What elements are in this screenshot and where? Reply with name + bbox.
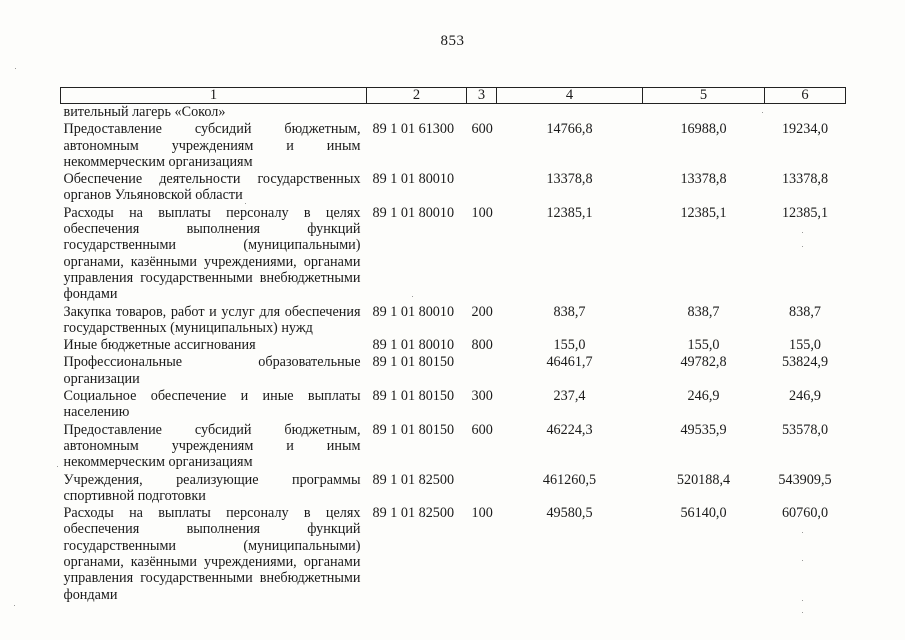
- table-row: [61, 204, 846, 303]
- row-value-col6: 155,0: [789, 337, 821, 354]
- row-value-col4: 155,0: [553, 337, 586, 354]
- row-value-col4: 14766,8: [546, 121, 593, 138]
- row-name-cell: Иные бюджетные ассигнования: [63, 337, 256, 354]
- row-type-cell: [467, 170, 497, 204]
- row-value-col6: 838,7: [789, 303, 821, 320]
- scan-speck: [762, 112, 763, 113]
- column-header: 4: [497, 88, 643, 104]
- row-value-col6: 13378,8: [781, 171, 829, 188]
- row-name-cell: Предоставление субсидий бюджетным, автономным учреждениям и иным некоммерческим организациям: [63, 121, 361, 170]
- row-value-col4: 46224,3: [546, 421, 593, 438]
- table-body: [61, 104, 846, 603]
- row-code-cell: [367, 104, 467, 121]
- table-row: [61, 421, 846, 471]
- table-row: [61, 336, 846, 353]
- row-value-col6: [765, 104, 846, 121]
- row-value-col5: 16988,0: [680, 121, 727, 138]
- table-row: [61, 303, 846, 337]
- row-code-cell: 89 1 01 61300: [372, 121, 455, 138]
- row-code-cell: 89 1 01 80010: [372, 171, 455, 188]
- row-value-col6: 53824,9: [781, 354, 829, 371]
- row-value-col4: 49580,5: [546, 505, 593, 522]
- row-name-cell: Предоставление субсидий бюджетным, автономным учреждениям и иным некоммерческим организациям: [63, 421, 361, 471]
- row-code-cell: 89 1 01 80150: [372, 354, 455, 371]
- row-value-col5: 838,7: [687, 303, 720, 320]
- row-value-col6: 19234,0: [781, 121, 829, 138]
- scan-speck: [802, 232, 803, 233]
- table-row: [61, 170, 846, 204]
- row-code-cell: 89 1 01 80010: [372, 337, 455, 354]
- column-header: 1: [61, 88, 367, 104]
- column-header: 6: [765, 88, 846, 104]
- row-name-cell: Расходы на выплаты персоналу в целях обеспечения выполнения функций государственными (муниципальными) органами, казёнными учреждениями, органами управления государственными внебюджетными фондами: [63, 505, 361, 603]
- row-value-col4: 237,4: [553, 388, 586, 405]
- scan-speck: [412, 296, 413, 297]
- column-header: 3: [467, 88, 497, 104]
- row-value-col4: 461260,5: [542, 471, 597, 488]
- table-row: [61, 387, 846, 421]
- row-value-col4: [497, 104, 643, 121]
- row-value-col6: 53578,0: [781, 421, 829, 438]
- table-row: [61, 471, 846, 505]
- table-row: [61, 120, 846, 170]
- row-value-col5: 56140,0: [680, 505, 727, 522]
- table-row: [61, 104, 846, 121]
- row-type-cell: [467, 104, 497, 121]
- row-type-cell: 600: [471, 121, 493, 138]
- row-type-cell: 800: [471, 337, 493, 354]
- row-name-cell: Обеспечение деятельности государственных органов Ульяновской области: [63, 171, 361, 204]
- scan-speck: [14, 605, 15, 606]
- row-value-col5: [643, 104, 765, 121]
- row-code-cell: 89 1 01 82500: [372, 505, 455, 522]
- row-name-cell: Закупка товаров, работ и услуг для обеспечения государственных (муниципальных) нужд: [63, 303, 361, 336]
- row-value-col4: 838,7: [553, 303, 586, 320]
- row-type-cell: 100: [471, 505, 493, 522]
- row-value-col5: 49782,8: [680, 354, 727, 371]
- row-name-cell: Профессиональные образовательные организации: [63, 354, 361, 387]
- row-code-cell: 89 1 01 80150: [372, 388, 455, 405]
- scan-speck: [57, 466, 58, 467]
- row-name-cell: вительный лагерь «Сокол»: [63, 104, 226, 120]
- row-code-cell: 89 1 01 80010: [372, 204, 455, 221]
- row-type-cell: 100: [471, 204, 493, 221]
- row-value-col5: 155,0: [687, 337, 720, 354]
- row-name-cell: Учреждения, реализующие программы спортивной подготовки: [63, 471, 361, 504]
- row-type-cell: 300: [471, 388, 493, 405]
- scan-speck: [802, 600, 803, 601]
- row-value-col5: 520188,4: [676, 471, 731, 488]
- row-name-cell: Социальное обеспечение и иные выплаты населению: [63, 388, 361, 421]
- row-type-cell: [467, 353, 497, 387]
- row-value-col5: 12385,1: [680, 204, 727, 221]
- column-header: 2: [367, 88, 467, 104]
- scan-speck: [802, 560, 803, 561]
- row-value-col5: 13378,8: [680, 171, 727, 188]
- row-value-col4: 12385,1: [546, 204, 593, 221]
- row-value-col6: 246,9: [789, 388, 821, 405]
- scan-speck: [802, 532, 803, 533]
- row-code-cell: 89 1 01 80010: [372, 303, 455, 320]
- table-row: [61, 353, 846, 387]
- scan-speck: [802, 246, 803, 247]
- row-type-cell: 200: [471, 303, 493, 320]
- page-number: 853: [440, 33, 465, 49]
- row-type-cell: 600: [471, 421, 493, 438]
- row-name-cell: Расходы на выплаты персоналу в целях обеспечения выполнения функций государственными (муниципальными) органами, казёнными учреждениями, органами управления государственными внебюджетными фондами: [63, 204, 361, 303]
- row-value-col4: 13378,8: [546, 171, 593, 188]
- table-header-row: [61, 88, 846, 104]
- row-value-col6: 60760,0: [781, 505, 829, 522]
- row-code-cell: 89 1 01 80150: [372, 421, 455, 438]
- scan-speck: [15, 68, 16, 69]
- row-type-cell: [467, 471, 497, 505]
- row-value-col4: 46461,7: [546, 354, 593, 371]
- row-value-col6: 12385,1: [781, 204, 829, 221]
- row-value-col5: 246,9: [687, 388, 720, 405]
- table-row: [61, 504, 846, 603]
- row-value-col5: 49535,9: [680, 421, 727, 438]
- row-code-cell: 89 1 01 82500: [372, 471, 455, 488]
- scan-speck: [245, 203, 246, 204]
- scan-speck: [802, 612, 803, 613]
- column-header: 5: [643, 88, 765, 104]
- row-value-col6: 543909,5: [778, 471, 832, 488]
- budget-table: [60, 87, 846, 603]
